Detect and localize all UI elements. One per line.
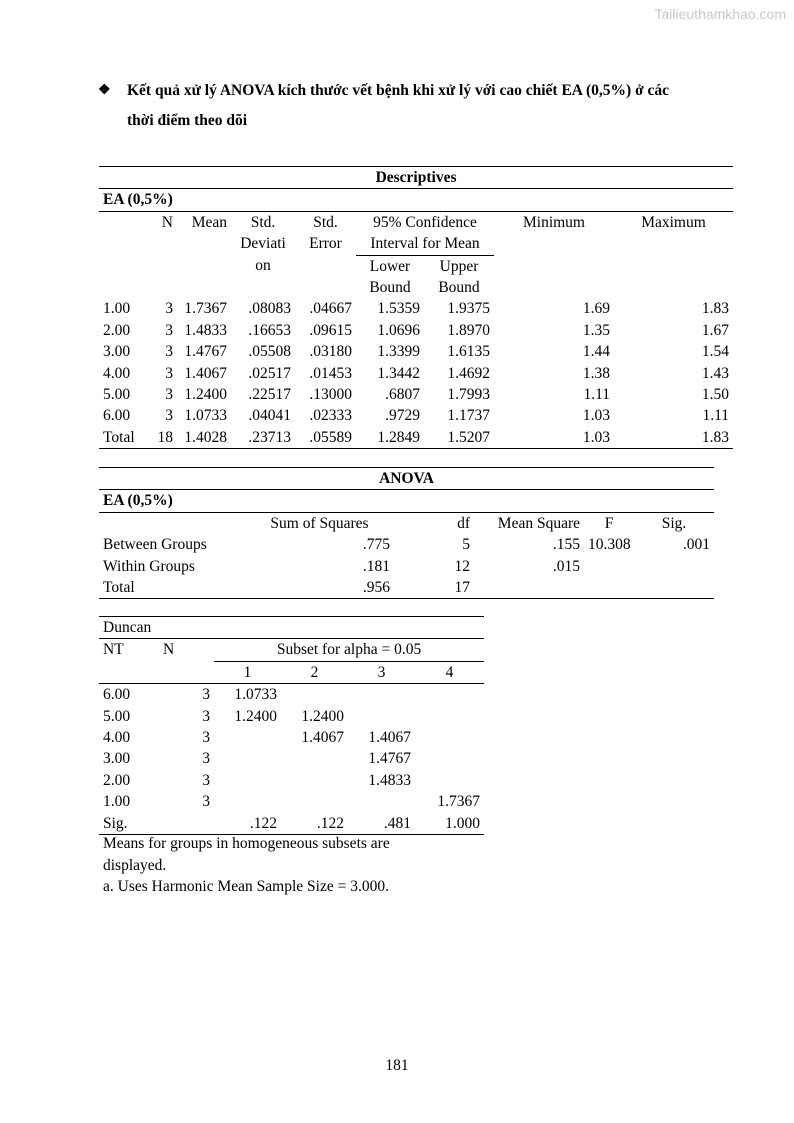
cell-s4 [415,684,484,706]
col-header-n: N [161,213,173,231]
table-row [99,748,484,769]
cell-n: 3 [165,407,173,425]
cell-n: 3 [202,729,210,747]
cell-std-dev: .08083 [248,300,291,318]
cell-min: 1.38 [582,364,610,382]
cell-ss: .181 [362,557,390,575]
cell-mean: 1.7367 [184,300,227,318]
col-header-s3: 3 [348,661,415,683]
col-header-std-err: Std. [313,213,338,231]
cell-s3 [348,791,415,812]
cell-s3 [348,706,415,727]
col-header-s4: 4 [415,661,484,683]
col-header-ci: 95% Confidence [373,213,477,231]
cell-n: 3 [165,300,173,318]
table-row [99,813,484,835]
cell-s1 [214,727,281,748]
row-label: 3.00 [103,750,131,768]
cell-n: 3 [202,686,210,704]
col-header-ms: Mean Square [497,514,580,532]
cell-lower: 1.3399 [377,343,420,361]
cell-min: 1.44 [582,343,610,361]
col-header-max: Maximum [641,213,706,231]
col-header-std-dev-3: on [255,257,271,275]
cell-mean: 1.4067 [184,364,227,382]
row-label: 6.00 [103,686,131,704]
col-header-upper: Upper [439,257,479,275]
row-label: 4.00 [103,364,131,382]
cell-ss: .775 [362,536,390,554]
cell-s2: 1.4067 [301,729,344,747]
row-label: 3.00 [103,343,131,361]
heading-line-2: thời điểm theo dõi [127,112,248,129]
duncan-table [99,616,484,835]
cell-upper: 1.9375 [447,300,490,318]
cell-lower: 1.3442 [377,364,420,382]
col-header-lower: Lower [369,257,411,275]
page-number: 181 [385,1057,409,1074]
cell-s3: 1.4067 [368,729,411,747]
cell-std-dev: .16653 [248,321,291,339]
col-header-s1: 1 [214,661,281,683]
descriptives-variable: EA (0,5%) [99,189,733,211]
cell-min: 1.03 [494,427,614,449]
cell-s4 [415,770,484,791]
cell-n: 18 [153,427,177,449]
cell-upper: 1.4692 [447,364,490,382]
col-header-std-dev: Std. [250,213,276,231]
table-row [99,384,733,405]
row-label: 1.00 [103,300,131,318]
cell-s1 [214,748,281,769]
table-row [99,577,714,599]
cell-max: 1.50 [701,386,730,404]
col-header-sig: Sig. [661,514,687,532]
cell-max: 1.43 [701,364,730,382]
cell-min: 1.11 [583,386,610,404]
row-label: 5.00 [103,707,131,725]
cell-std-err: .01453 [309,364,352,382]
table-row [99,727,484,748]
cell-sig [634,556,714,577]
cell-s1: 1.0733 [234,686,277,704]
cell-lower: 1.2849 [356,427,424,449]
cell-upper: 1.1737 [447,407,490,425]
cell-upper: 1.8970 [447,321,490,339]
cell-s3: 1.4767 [368,750,411,768]
row-label: 2.00 [103,771,131,789]
cell-mean: 1.4833 [184,321,227,339]
cell-mean: 1.0733 [184,407,227,425]
cell-n: 3 [202,750,210,768]
duncan-footnote-2: displayed. [103,857,167,874]
duncan-footnote-3: a. Uses Harmonic Mean Sample Size = 3.000. [103,878,389,895]
table-row [99,427,733,449]
cell-f [584,556,634,577]
col-header-f: F [604,514,614,532]
anova-table [99,467,714,599]
row-label: 4.00 [103,729,131,747]
cell-n: 3 [165,321,173,339]
cell-std-dev: .23713 [231,427,295,449]
cell-std-err: .13000 [309,386,352,404]
cell-max: 1.11 [702,407,730,425]
table-row [99,405,733,426]
table-row [99,791,484,812]
cell-min: 1.69 [582,300,610,318]
cell-std-dev: .02517 [248,364,291,382]
cell-max: 1.83 [614,427,733,449]
cell-std-err: .04667 [309,300,352,318]
col-header-min: Minimum [522,213,585,231]
table-row [99,770,484,791]
cell-n [159,813,214,835]
table-row [99,341,733,362]
cell-s2 [281,791,348,812]
diamond-bullet-icon: ❖ [98,83,111,98]
cell-s1 [214,791,281,812]
cell-s3: .481 [348,813,415,835]
col-header-s2: 2 [281,661,348,683]
row-label: Total [99,577,245,599]
cell-s1 [214,770,281,791]
cell-s4: 1.7367 [437,793,481,811]
cell-std-err: .09615 [309,321,352,339]
cell-min: 1.03 [582,407,610,425]
row-label: 1.00 [103,793,131,811]
col-header-subset: Subset for alpha = 0.05 [214,639,484,661]
cell-s2 [281,684,348,706]
col-header-n: N [163,641,175,659]
cell-df: 17 [394,577,474,599]
cell-n: 3 [165,343,173,361]
cell-max: 1.83 [701,300,730,318]
table-row [99,534,714,555]
table-row [99,706,484,727]
cell-df: 5 [462,536,470,554]
cell-s4 [415,706,484,727]
cell-n: 3 [202,771,210,789]
row-label: 5.00 [103,386,131,404]
cell-upper: 1.7993 [447,386,490,404]
cell-n: 3 [202,793,210,811]
cell-sig: .001 [682,536,711,554]
col-header-ss: Sum of Squares [270,514,369,532]
heading-line-1: Kết quả xử lý ANOVA kích thước vết bệnh khi xử lý với cao chiết EA (0,5%) ở các [127,82,670,99]
cell-max: 1.54 [701,343,730,361]
cell-std-dev: .04041 [248,407,291,425]
descriptives-title: Descriptives [99,167,733,189]
cell-s3: 1.4833 [368,771,411,789]
descriptives-table [99,166,733,449]
cell-std-err: .03180 [309,343,352,361]
cell-df: 12 [454,557,470,575]
cell-lower: 1.0696 [377,321,420,339]
col-header-upper-2: Bound [438,279,480,297]
anova-variable: EA (0,5%) [99,490,714,512]
cell-s2: .122 [281,813,348,835]
duncan-footnote-1: Means for groups in homogeneous subsets are [103,835,390,852]
col-header-std-dev-2: Deviati [240,235,286,253]
cell-std-err: .05589 [295,427,356,449]
cell-upper: 1.6135 [447,343,490,361]
row-label: Between Groups [103,536,207,554]
cell-s2 [281,770,348,791]
cell-s4 [415,727,484,748]
cell-mean: 1.4028 [177,427,231,449]
cell-s2 [281,748,348,769]
table-row [99,298,733,319]
cell-f [584,577,634,599]
cell-min: 1.35 [582,321,610,339]
table-row [99,684,484,706]
cell-lower: .9729 [385,407,420,425]
col-header-lower-2: Bound [369,279,411,297]
table-row [99,363,733,384]
col-header-std-err-2: Error [309,235,342,253]
row-label: Within Groups [103,557,195,575]
cell-ms [474,577,584,599]
row-label: 2.00 [103,321,131,339]
col-header-ci-2: Interval for Mean [356,233,494,255]
table-row [99,320,733,341]
col-header-nt: NT [103,641,124,659]
cell-s1: 1.2400 [234,707,277,725]
cell-lower: .6807 [385,386,420,404]
cell-std-dev: .05508 [248,343,291,361]
cell-ms: .015 [552,557,580,575]
cell-sig [634,577,714,599]
cell-std-err: .02333 [309,407,352,425]
cell-ss: .956 [245,577,394,599]
cell-mean: 1.2400 [184,386,227,404]
cell-s4 [415,748,484,769]
cell-s1: .122 [214,813,281,835]
watermark: Tailieuthamkhao.com [654,6,786,22]
cell-s3 [348,684,415,706]
anova-title: ANOVA [99,468,714,490]
cell-std-dev: .22517 [248,386,291,404]
cell-max: 1.67 [701,321,730,339]
cell-n: 3 [202,707,210,725]
cell-lower: 1.5359 [377,300,420,318]
cell-f: 10.308 [588,536,631,554]
cell-ms: .155 [552,536,580,554]
table-row [99,556,714,577]
row-label: 6.00 [103,407,131,425]
cell-mean: 1.4767 [184,343,227,361]
row-label: Sig. [99,813,159,835]
cell-upper: 1.5207 [424,427,494,449]
cell-s4: 1.000 [415,813,484,835]
col-header-mean: Mean [191,213,227,231]
duncan-title: Duncan [99,617,484,639]
row-label: Total [99,427,153,449]
cell-s2: 1.2400 [301,707,344,725]
col-header-df: df [457,514,470,532]
cell-n: 3 [165,386,173,404]
cell-n: 3 [165,364,173,382]
